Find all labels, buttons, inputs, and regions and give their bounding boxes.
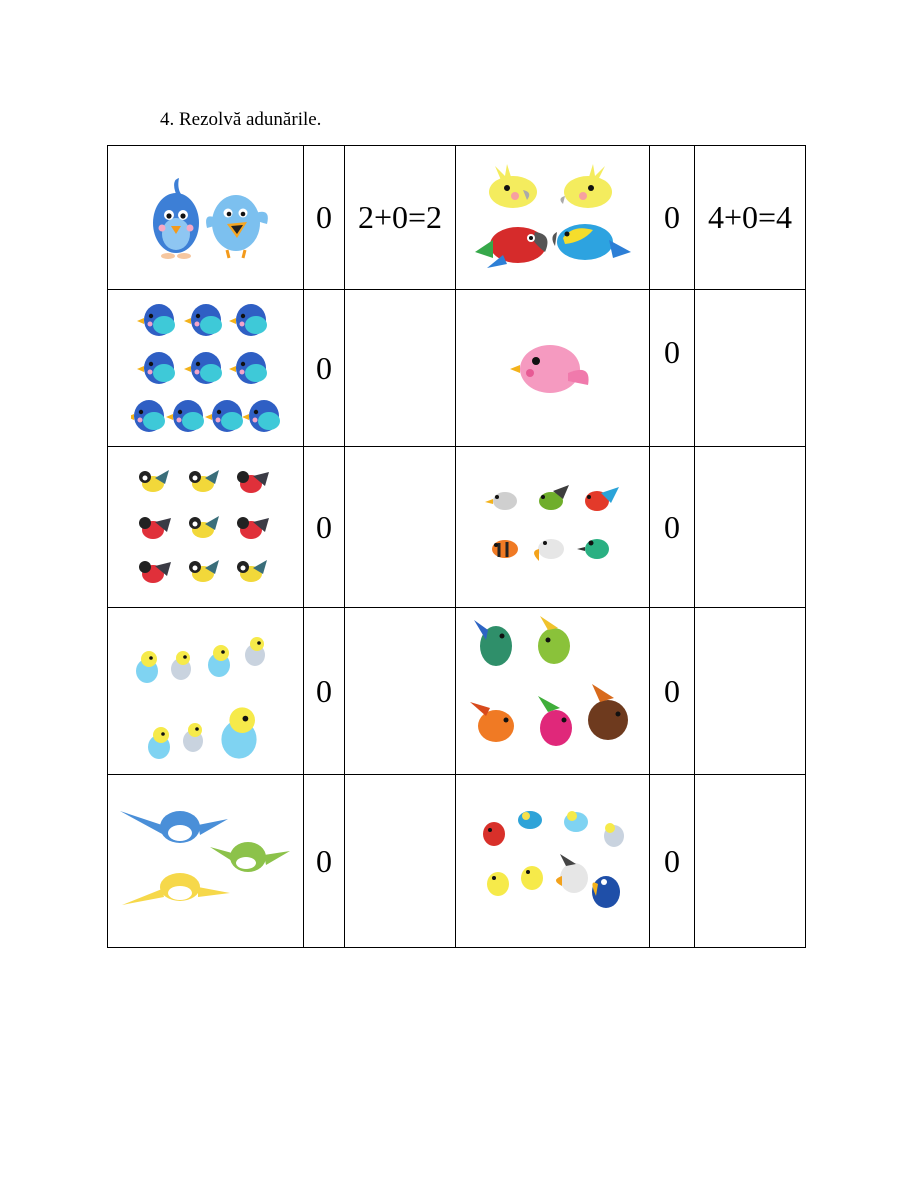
five-flying-birds-illustration bbox=[468, 616, 638, 766]
addend-zero: 0 bbox=[664, 334, 680, 370]
bird-picture-cell bbox=[456, 608, 650, 775]
table-row bbox=[108, 290, 806, 447]
exercise-title: 4. Rezolvă adunările. bbox=[160, 109, 322, 130]
addend-zero: 0 bbox=[316, 842, 332, 879]
bird-picture-cell bbox=[456, 447, 650, 608]
bird-picture-cell bbox=[108, 775, 304, 948]
result-text: 4+0=4 bbox=[707, 199, 793, 235]
addend-cell bbox=[304, 290, 345, 447]
addend-cell bbox=[650, 447, 695, 608]
addend-cell bbox=[650, 775, 695, 948]
result-cell[interactable] bbox=[345, 290, 456, 447]
pink-bird-illustration bbox=[508, 333, 598, 403]
two-blue-birds-illustration bbox=[131, 168, 281, 268]
table-row bbox=[108, 775, 806, 948]
addend-cell bbox=[304, 775, 345, 948]
addend-zero: 0 bbox=[664, 199, 680, 235]
addend-zero: 0 bbox=[664, 508, 680, 545]
addend-zero: 0 bbox=[664, 842, 680, 879]
six-exotic-birds-illustration bbox=[483, 477, 623, 577]
result-cell[interactable] bbox=[345, 608, 456, 775]
bird-picture-cell bbox=[456, 775, 650, 948]
three-flying-birds-illustration bbox=[118, 801, 293, 921]
addend-zero: 0 bbox=[664, 672, 680, 709]
addend-zero: 0 bbox=[316, 672, 332, 709]
table-row bbox=[108, 447, 806, 608]
addend-zero: 0 bbox=[316, 349, 332, 386]
seven-budgies-illustration bbox=[131, 621, 281, 761]
addend-zero: 0 bbox=[316, 508, 332, 545]
addition-worksheet-table bbox=[107, 145, 806, 948]
result-cell[interactable] bbox=[695, 775, 806, 948]
addend-cell bbox=[650, 290, 695, 447]
result-cell[interactable] bbox=[695, 290, 806, 447]
bird-picture-cell bbox=[456, 290, 650, 447]
bird-picture-cell bbox=[108, 146, 304, 290]
cockatoos-and-macaws-illustration bbox=[473, 160, 633, 275]
nine-tropical-birds-illustration bbox=[478, 806, 628, 916]
result-text: 2+0=2 bbox=[357, 199, 443, 235]
ten-blue-birds-illustration bbox=[131, 298, 281, 438]
bird-picture-cell bbox=[108, 447, 304, 608]
result-cell[interactable] bbox=[695, 146, 806, 290]
table-row bbox=[108, 146, 806, 290]
titmice-and-bullfinches-illustration bbox=[131, 462, 281, 592]
table-row bbox=[108, 608, 806, 775]
addend-zero: 0 bbox=[316, 199, 332, 235]
bird-picture-cell bbox=[108, 608, 304, 775]
result-cell[interactable] bbox=[695, 447, 806, 608]
addend-cell bbox=[304, 608, 345, 775]
result-cell[interactable] bbox=[345, 775, 456, 948]
bird-picture-cell bbox=[108, 290, 304, 447]
addend-cell bbox=[650, 608, 695, 775]
addend-cell bbox=[304, 447, 345, 608]
result-cell[interactable] bbox=[695, 608, 806, 775]
result-cell[interactable] bbox=[345, 146, 456, 290]
addend-cell bbox=[650, 146, 695, 290]
addend-cell bbox=[304, 146, 345, 290]
bird-picture-cell bbox=[456, 146, 650, 290]
result-cell[interactable] bbox=[345, 447, 456, 608]
